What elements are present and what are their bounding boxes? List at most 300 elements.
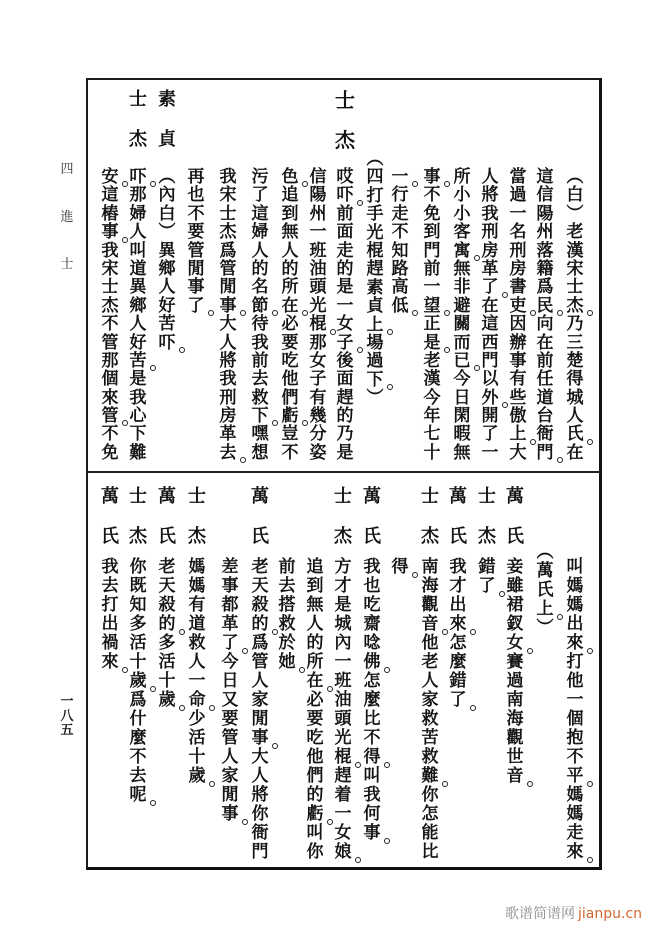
glyph: 將 [251, 785, 269, 805]
glyph: 三 [566, 332, 584, 353]
glyph: 媽 [566, 576, 584, 596]
glyph: 異 [129, 277, 147, 298]
glyph: 的 [249, 615, 271, 634]
speaker-label [156, 80, 178, 160]
glyph: 向 [536, 314, 554, 335]
glyph: 的 [281, 258, 299, 279]
glyph: 杰 [101, 295, 119, 316]
glyph: 一 [389, 168, 411, 186]
punctuation-circle [209, 781, 215, 787]
speaker-label [332, 477, 354, 557]
glyph: 面 [336, 369, 354, 390]
glyph: 女 [334, 823, 352, 843]
glyph: 平 [564, 767, 586, 786]
glyph: 那 [129, 185, 147, 206]
glyph: 萬 [363, 486, 381, 507]
glyph: ︶ [366, 388, 384, 409]
glyph: 在 [566, 442, 584, 463]
glyph: 十 [129, 652, 147, 672]
glyph: 人 [188, 652, 206, 672]
glyph: 萬 [251, 486, 269, 507]
glyph: 寓 [451, 242, 473, 260]
glyph: 子 [309, 369, 327, 390]
glyph: 是 [336, 442, 354, 463]
glyph: 女 [309, 350, 327, 371]
glyph: 人 [251, 766, 269, 786]
glyph: 是 [336, 277, 354, 298]
glyph: 活 [129, 633, 147, 653]
glyph: 何 [363, 804, 381, 824]
glyph: 你 [421, 785, 439, 805]
glyph: 一 [566, 690, 584, 710]
glyph: 所 [453, 167, 471, 187]
glyph: 難 [419, 767, 441, 786]
text-column [389, 558, 411, 577]
glyph: 吓 [127, 168, 149, 186]
speaker-label [476, 477, 498, 557]
glyph: 素 [366, 277, 384, 298]
punctuation-circle [474, 255, 480, 261]
glyph: 小 [453, 203, 471, 224]
glyph: 當 [509, 167, 527, 187]
text-column [334, 168, 356, 462]
glyph: 這 [536, 167, 554, 187]
glyph: 天 [158, 576, 176, 596]
glyph: 女 [336, 314, 354, 335]
glyph: 士 [101, 277, 119, 298]
glyph: 他 [421, 633, 439, 653]
glyph: 士 [219, 203, 237, 224]
glyph: 我 [101, 557, 119, 577]
glyph: 爲 [251, 633, 269, 653]
glyph: 管 [187, 240, 205, 261]
punctuation-circle [587, 781, 593, 787]
glyph: 我 [449, 557, 467, 577]
glyph: 得 [389, 558, 411, 577]
punctuation-circle [587, 648, 593, 654]
watermark [505, 903, 642, 923]
glyph: 士 [478, 486, 496, 507]
glyph: 歲 [156, 691, 178, 710]
glyph: 低 [389, 297, 411, 315]
glyph: 的 [306, 633, 324, 653]
text-column [507, 168, 529, 462]
text-column [332, 558, 354, 862]
glyph: 的 [251, 258, 269, 279]
glyph: 媽 [566, 804, 584, 824]
glyph: 避 [453, 295, 471, 316]
glyph: 心 [129, 406, 147, 427]
speaker-label [361, 477, 383, 557]
glyph: 房 [481, 240, 499, 261]
glyph: 革 [219, 424, 237, 445]
glyph: 前 [536, 350, 554, 371]
glyph: 不 [129, 747, 147, 767]
glyph: 事 [361, 824, 383, 843]
text-column [389, 168, 411, 315]
glyph: 音 [504, 767, 526, 786]
glyph: 什 [129, 709, 147, 729]
glyph: 裙 [506, 595, 524, 615]
glyph: 宋 [566, 258, 584, 279]
glyph: 媽 [566, 595, 584, 615]
glyph: 麼 [363, 690, 381, 710]
glyph: 年 [423, 406, 441, 427]
speaker-label [127, 80, 149, 160]
glyph: 再 [187, 167, 205, 187]
glyph: 房 [509, 258, 527, 279]
glyph: 內 [158, 185, 176, 206]
glyph: 有 [188, 595, 206, 615]
glyph: 下 [364, 371, 386, 389]
speaker-label [99, 477, 121, 557]
glyph: 今 [221, 652, 239, 672]
glyph: ︶ [536, 618, 554, 638]
glyph: 白 [158, 203, 176, 224]
punctuation-circle [444, 347, 450, 353]
glyph: 革 [221, 614, 239, 634]
glyph: 比 [363, 709, 381, 729]
glyph: 行 [391, 185, 409, 206]
glyph: 來 [99, 653, 121, 672]
glyph: 們 [281, 387, 299, 408]
text-column [219, 558, 241, 824]
glyph: 出 [101, 614, 119, 634]
glyph: 錯 [478, 557, 496, 577]
glyph: 待 [251, 314, 269, 335]
punctuation-circle [330, 329, 336, 335]
glyph: 着 [334, 785, 352, 805]
punctuation-circle [499, 591, 505, 597]
text-column [185, 168, 207, 315]
glyph: 走 [391, 203, 409, 224]
glyph: 革 [481, 258, 499, 279]
glyph: 管 [251, 652, 269, 672]
glyph: 楚 [566, 350, 584, 371]
glyph: 名 [251, 277, 269, 298]
glyph: 上 [364, 316, 386, 334]
glyph: 暇 [453, 424, 471, 445]
glyph: 日 [453, 387, 471, 408]
punctuation-circle [384, 838, 390, 844]
glyph: 是 [129, 369, 147, 390]
text-column [276, 558, 298, 672]
glyph: 班 [334, 671, 352, 691]
glyph: 吃 [363, 595, 381, 615]
glyph: 光 [366, 222, 384, 243]
glyph: 佛 [361, 653, 383, 672]
glyph: 信 [309, 167, 327, 187]
glyph: 手 [366, 204, 384, 225]
glyph: 因 [509, 314, 527, 335]
glyph: 面 [336, 222, 354, 243]
glyph: 高 [391, 277, 409, 298]
glyph: 管 [219, 258, 237, 279]
glyph: 於 [278, 633, 296, 653]
glyph: 想 [251, 442, 269, 463]
text-column [307, 168, 329, 462]
glyph: ︵ [566, 167, 584, 187]
glyph: 事 [99, 223, 121, 241]
glyph: 我 [219, 167, 237, 187]
glyph: 方 [334, 557, 352, 577]
glyph: 事 [219, 805, 241, 824]
glyph: 有 [309, 387, 327, 408]
glyph: 了 [476, 577, 498, 596]
glyph: 氏 [101, 526, 119, 547]
glyph: 棍 [332, 748, 354, 767]
glyph: 貞 [366, 296, 384, 317]
glyph: 一 [481, 442, 499, 463]
glyph: 鄉 [129, 295, 147, 316]
glyph: 人 [251, 671, 269, 691]
glyph: 是 [421, 334, 443, 352]
glyph: 也 [187, 185, 205, 206]
glyph: 漢 [566, 240, 584, 261]
speaker-label [186, 477, 208, 557]
glyph: 樁 [101, 203, 119, 224]
glyph: 四 [366, 167, 384, 188]
text-column [127, 168, 149, 462]
punctuation-circle [209, 705, 215, 711]
glyph: 安 [99, 168, 121, 186]
glyph: 婦 [251, 222, 269, 243]
punctuation-circle [150, 686, 156, 692]
glyph: 日 [221, 671, 239, 691]
text-column [534, 168, 556, 462]
glyph: 娘 [332, 843, 354, 862]
glyph: 棍 [307, 315, 329, 333]
glyph: 天 [251, 576, 269, 596]
glyph: 人 [421, 671, 439, 691]
glyph: 異 [158, 240, 176, 261]
glyph: 不 [391, 222, 409, 243]
glyph: 我 [363, 785, 381, 805]
glyph: 去 [129, 766, 147, 786]
glyph: 無 [306, 595, 324, 615]
glyph: 前 [251, 350, 269, 371]
punctuation-circle [242, 648, 248, 654]
glyph: 虧 [304, 805, 326, 824]
glyph: 人 [219, 332, 237, 353]
glyph: 要 [306, 709, 324, 729]
punctuation-circle [527, 781, 533, 787]
text-column [479, 168, 501, 462]
glyph: 去 [217, 444, 239, 462]
watermark-domain: jianpu.cn [578, 906, 643, 922]
glyph: 叫 [363, 766, 381, 786]
glyph: 小 [453, 185, 471, 206]
glyph: 命 [186, 691, 208, 710]
glyph: 姿 [309, 442, 327, 463]
glyph: 一 [60, 694, 74, 709]
glyph: 們 [306, 766, 324, 786]
glyph: 士 [566, 277, 584, 298]
glyph: 觀 [506, 728, 524, 748]
glyph: 杰 [335, 128, 355, 152]
text-column [186, 558, 208, 786]
glyph: 事 [509, 350, 527, 371]
glyph: 不 [281, 442, 299, 463]
glyph: 我 [363, 557, 381, 577]
punctuation-circle [387, 329, 393, 335]
speaker-label [249, 477, 271, 557]
glyph: 走 [566, 823, 584, 843]
glyph: 吓 [156, 334, 178, 352]
glyph: 救 [188, 633, 206, 653]
glyph: 人 [158, 277, 176, 298]
glyph: 子 [334, 334, 356, 352]
glyph: 釵 [506, 614, 524, 634]
glyph: 歲 [127, 672, 149, 691]
glyph: 將 [219, 350, 237, 371]
glyph: 在 [536, 332, 554, 353]
speaker-label [419, 477, 441, 557]
glyph: 萬 [506, 486, 524, 507]
punctuation-circle [470, 629, 476, 635]
punctuation-circle [442, 629, 448, 635]
page-number [56, 695, 78, 739]
glyph: 五 [60, 723, 74, 738]
glyph: 七 [423, 424, 441, 445]
glyph: 了 [479, 278, 501, 296]
glyph: 名 [509, 222, 527, 243]
glyph: 個 [101, 369, 119, 390]
stage-direction-column [364, 150, 386, 407]
glyph: 在 [279, 297, 301, 315]
text-column [279, 168, 301, 462]
punctuation-circle [327, 819, 333, 825]
glyph: 今 [423, 387, 441, 408]
glyph: 分 [309, 424, 327, 445]
glyph: 杰 [219, 222, 237, 243]
glyph: 追 [306, 557, 324, 577]
glyph: 門 [251, 842, 269, 862]
punctuation-circle [412, 572, 418, 578]
glyph: 多 [158, 633, 176, 653]
text-column [249, 558, 271, 862]
glyph: 過 [366, 351, 384, 372]
glyph: 既 [129, 576, 147, 596]
punctuation-circle [357, 200, 363, 206]
glyph: 萬 [449, 486, 467, 507]
glyph: 我 [481, 203, 499, 224]
punctuation-circle [179, 629, 185, 635]
glyph: 不 [101, 314, 119, 335]
glyph: 人 [129, 314, 147, 335]
glyph: 活 [158, 652, 176, 672]
glyph: 免 [101, 442, 119, 463]
glyph: 音 [419, 615, 441, 634]
glyph: 錯 [449, 671, 467, 691]
text-column [127, 558, 149, 805]
glyph: 杰 [129, 526, 147, 547]
glyph: 四 [60, 162, 74, 177]
glyph: 老 [566, 222, 584, 243]
glyph: 州 [309, 203, 327, 224]
glyph: 已 [451, 352, 473, 370]
glyph: 今 [453, 369, 471, 390]
glyph: 無 [453, 442, 471, 463]
punctuation-circle [122, 667, 128, 673]
punctuation-circle [355, 857, 361, 863]
punctuation-circle [357, 347, 363, 353]
glyph: 後 [336, 350, 354, 371]
glyph: 有 [509, 369, 527, 390]
text-column [564, 558, 586, 862]
glyph: 得 [566, 369, 584, 390]
text-column [156, 558, 178, 710]
glyph: 杰 [564, 297, 586, 315]
glyph: 一 [188, 671, 206, 691]
glyph: 我 [251, 332, 269, 353]
glyph: 來 [447, 615, 469, 634]
glyph: 嘿 [251, 424, 269, 445]
glyph: 過 [506, 671, 524, 691]
glyph: 一 [334, 804, 352, 824]
glyph: 人 [251, 240, 269, 261]
glyph: 苦 [127, 352, 149, 370]
glyph: 我 [129, 387, 147, 408]
glyph: 頭 [309, 277, 327, 298]
glyph: 豈 [281, 424, 299, 445]
glyph: 西 [481, 332, 499, 353]
glyph: 非 [453, 277, 471, 298]
glyph: 事 [187, 277, 205, 298]
glyph: 刑 [509, 240, 527, 261]
glyph: 將 [481, 185, 499, 206]
glyph: 以 [481, 369, 499, 390]
glyph: 到 [281, 203, 299, 224]
punctuation-circle [384, 667, 390, 673]
glyph: 趕 [336, 387, 354, 408]
glyph: 麼 [129, 728, 147, 748]
glyph: 大 [219, 314, 237, 335]
glyph: 不 [363, 728, 381, 748]
glyph: 的 [336, 258, 354, 279]
glyph: 望 [421, 297, 443, 315]
glyph: 所 [306, 652, 324, 672]
glyph: 去 [101, 576, 119, 596]
text-column [217, 168, 239, 462]
glyph: 救 [421, 709, 439, 729]
glyph: 救 [421, 747, 439, 767]
glyph: 好 [129, 332, 147, 353]
text-column [419, 558, 441, 862]
glyph: 人 [566, 406, 584, 427]
glyph: 老 [421, 652, 439, 672]
glyph: 老 [251, 557, 269, 577]
glyph: 他 [306, 747, 324, 767]
glyph: 怎 [363, 671, 381, 691]
glyph: ︶ [158, 222, 176, 243]
glyph: 萬 [101, 486, 119, 507]
glyph: 吃 [281, 350, 299, 371]
glyph: 幾 [309, 406, 327, 427]
glyph: 氏 [449, 526, 467, 547]
text-column [447, 558, 469, 710]
glyph: 妾 [506, 557, 524, 577]
glyph: 媽 [566, 785, 584, 805]
glyph: 閒 [219, 277, 237, 298]
glyph: 棍 [366, 240, 384, 261]
glyph: 必 [281, 314, 299, 335]
glyph: 女 [504, 634, 526, 653]
glyph: 觀 [421, 595, 439, 615]
punctuation-circle [587, 439, 593, 445]
glyph: 吓 [334, 186, 356, 204]
punctuation-circle [384, 762, 390, 768]
